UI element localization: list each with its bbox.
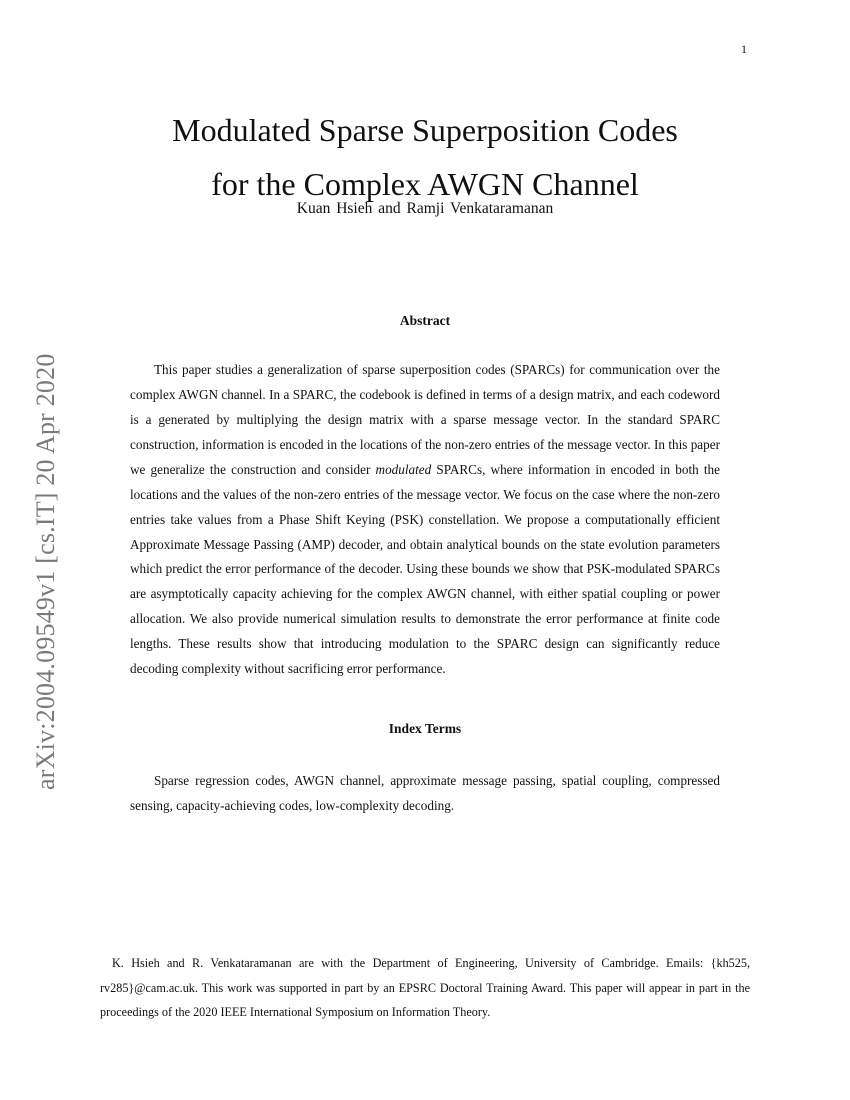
- author-list: Kuan Hsieh and Ramji Venkataramanan: [296, 200, 554, 217]
- author-affiliation-footnote: K. Hsieh and R. Venkataramanan are with the Department of Engineering, University of Cambridge. Emails: {kh525, rv285}@cam.ac.uk. This work was supported in part by an EPSRC Doctoral Training Award. This paper will appear in part in the proceedings of the 2020 IEEE International Symposium on Information Theory.: [100, 956, 750, 1020]
- paper-title: [0, 103, 850, 211]
- title-line-2: for the Complex AWGN Channel: [211, 166, 639, 203]
- arxiv-identifier-stamp[interactable]: arXiv:2004.09549v1 [cs.IT] 20 Apr 2020: [31, 353, 60, 790]
- abstract-body: [130, 358, 720, 682]
- index-terms-heading: Index Terms: [388, 721, 462, 736]
- page-number: 1: [741, 42, 747, 56]
- abstract-text-part-1: This paper studies a generalization of sparse superposition codes (SPARCs) for communication over the complex AWGN channel. In a SPARC, the codebook is defined in terms of a design matrix, and each codeword is a generated by multiplying the design matrix with a sparse message vector. In the standard SPARC construction, information is encoded in the locations of the non-zero entries of the message vector. In this paper we generalize the construction and consider: [130, 362, 720, 477]
- abstract-emphasis-modulated: modulated: [375, 461, 432, 477]
- abstract-text-part-2: SPARCs, where information in encoded in both the locations and the values of the non-zero entries of the message vector. We focus on the case where the non-zero entries take values from a Phase Shift Keying (PSK) constellation. We propose a computationally efficient Approximate Message Passing (AMP) decoder, and obtain analytical bounds on the state evolution parameters which predict the error performance of the decoder. Using these bounds we show that PSK-modulated SPARCs are asymptotically capacity achieving for the complex AWGN channel, with either spatial coupling or power allocation. We also provide numerical simulation results to demonstrate the error performance at finite code lengths. These results show that introducing modulation to the SPARC design can significantly reduce decoding complexity without sacrificing error performance.: [130, 461, 721, 677]
- index-terms-body: Sparse regression codes, AWGN channel, approximate message passing, spatial coupling, compressed sensing, capacity-achieving codes, low-complexity decoding.: [130, 773, 720, 814]
- title-line-1: Modulated Sparse Superposition Codes: [172, 112, 678, 149]
- abstract-heading: Abstract: [399, 313, 451, 328]
